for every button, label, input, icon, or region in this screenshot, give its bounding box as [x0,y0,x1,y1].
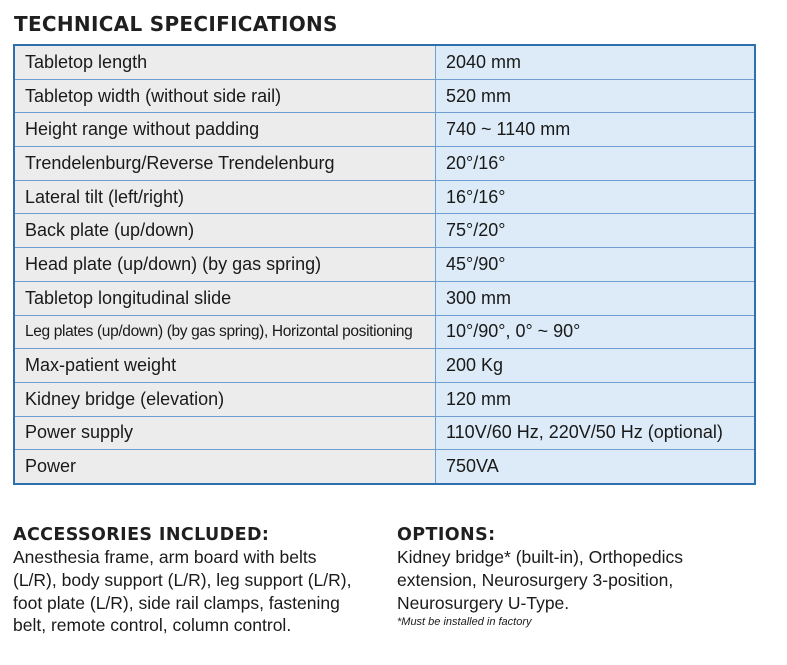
spec-row [14,147,755,181]
spec-value: 110V/60 Hz, 220V/50 Hz (optional) [436,416,756,450]
spec-row [14,248,755,282]
spec-value: 740 ~ 1140 mm [436,113,756,147]
options-heading: OPTIONS: [397,525,496,545]
spec-label: Power supply [14,416,436,450]
spec-value: 520 mm [436,79,756,113]
spec-label: Trendelenburg/Reverse Trendelenburg [14,147,436,181]
options-text: Kidney bridge* (built-in), Orthopedics extension, Neurosurgery 3-position, Neurosurgery U-Type. [397,547,683,613]
spec-row [14,214,755,248]
spec-value: 750VA [436,450,756,484]
spec-value: 200 Kg [436,349,756,383]
options-footnote: *Must be installed in factory [397,616,532,629]
spec-row [14,450,755,484]
spec-value: 16°/16° [436,180,756,214]
accessories-section [13,524,358,637]
spec-value: 10°/90°, 0° ~ 90° [436,315,756,349]
spec-label: Kidney bridge (elevation) [14,382,436,416]
spec-row [14,79,755,113]
spec-label: Tabletop length [14,45,436,79]
accessories-text: Anesthesia frame, arm board with belts (L/R), body support (L/R), leg support (L/R), foot plate (L/R), side rail clamps, fastening belt, remote control, column control. [13,547,352,636]
spec-label: Lateral tilt (left/right) [14,180,436,214]
page-title: TECHNICAL SPECIFICATIONS [14,12,338,36]
spec-row [14,180,755,214]
spec-label: Max-patient weight [14,349,436,383]
spec-value: 45°/90° [436,248,756,282]
spec-value: 2040 mm [436,45,756,79]
spec-value: 300 mm [436,281,756,315]
options-section [397,524,747,629]
spec-label: Head plate (up/down) (by gas spring) [14,248,436,282]
spec-value: 20°/16° [436,147,756,181]
spec-value: 75°/20° [436,214,756,248]
spec-row [14,45,755,79]
spec-label: Height range without padding [14,113,436,147]
spec-row [14,382,755,416]
accessories-heading: ACCESSORIES INCLUDED: [13,525,270,545]
spec-table [13,44,756,485]
spec-row [14,113,755,147]
spec-row [14,315,755,349]
spec-label: Power [14,450,436,484]
spec-table-body [14,45,755,484]
spec-label: Tabletop longitudinal slide [14,281,436,315]
spec-label: Tabletop width (without side rail) [14,79,436,113]
spec-label: Leg plates (up/down) (by gas spring), Horizontal positioning [14,315,436,349]
spec-row [14,416,755,450]
spec-label: Back plate (up/down) [14,214,436,248]
spec-row [14,349,755,383]
spec-row [14,281,755,315]
spec-value: 120 mm [436,382,756,416]
